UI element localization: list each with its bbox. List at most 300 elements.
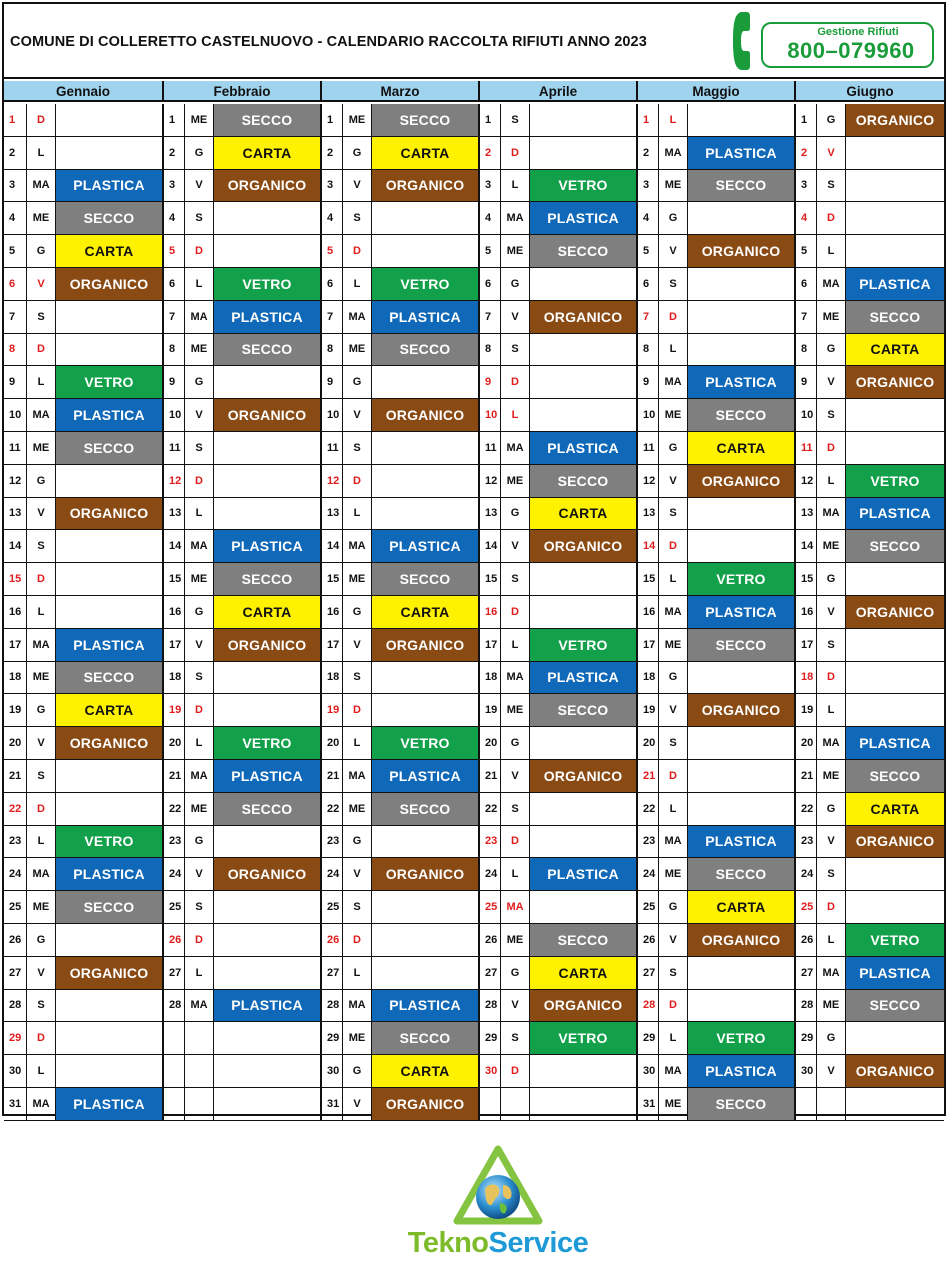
collection-cell: [529, 202, 636, 235]
day-number: 28: [320, 990, 342, 1023]
weekday-abbrev: G: [658, 662, 687, 695]
collection-cell: [529, 793, 636, 826]
waste-type-secco: SECCO: [372, 793, 478, 825]
day-number: 17: [162, 629, 184, 662]
waste-type-carta: CARTA: [56, 694, 162, 726]
day-number: 19: [794, 694, 816, 727]
day-number: 17: [4, 629, 26, 662]
weekday-abbrev: G: [342, 596, 371, 629]
month-header-row: [4, 81, 944, 102]
waste-type-carta: CARTA: [214, 596, 320, 628]
waste-type-secco: SECCO: [56, 662, 162, 694]
day-number: 27: [794, 957, 816, 990]
day-number: 4: [4, 202, 26, 235]
waste-type-plastica: PLASTICA: [846, 268, 944, 300]
waste-type-vetro: VETRO: [530, 629, 636, 661]
collection-cell: [371, 694, 478, 727]
collection-cell: [213, 563, 320, 596]
weekday-abbrev: [184, 1088, 213, 1121]
waste-type-vetro: VETRO: [56, 826, 162, 858]
day-number: 5: [162, 235, 184, 268]
collection-cell: [55, 1022, 162, 1055]
collection-cell: [213, 1022, 320, 1055]
weekday-abbrev: V: [184, 399, 213, 432]
waste-type-vetro: VETRO: [846, 924, 944, 956]
collection-cell: [371, 334, 478, 367]
day-number: 5: [636, 235, 658, 268]
day-number: 18: [320, 662, 342, 695]
weekday-abbrev: G: [184, 826, 213, 859]
waste-type-secco: SECCO: [214, 334, 320, 366]
weekday-abbrev: G: [500, 957, 529, 990]
waste-type-carta: CARTA: [846, 334, 944, 366]
day-number: 4: [320, 202, 342, 235]
day-number: 31: [4, 1088, 26, 1121]
phone-label: Gestione Rifiuti: [817, 26, 899, 38]
weekday-abbrev: L: [500, 399, 529, 432]
collection-cell: [213, 858, 320, 891]
weekday-abbrev: L: [26, 596, 55, 629]
collection-cell: [845, 629, 944, 662]
weekday-abbrev: V: [500, 530, 529, 563]
weekday-abbrev: D: [500, 366, 529, 399]
day-number: 12: [320, 465, 342, 498]
collection-cell: [687, 399, 794, 432]
collection-cell: [529, 235, 636, 268]
day-number: 8: [162, 334, 184, 367]
waste-type-carta: CARTA: [372, 596, 478, 628]
weekday-abbrev: D: [500, 1055, 529, 1088]
waste-type-secco: SECCO: [56, 432, 162, 464]
collection-cell: [55, 957, 162, 990]
waste-type-secco: SECCO: [530, 694, 636, 726]
weekday-abbrev: L: [342, 268, 371, 301]
collection-cell: [371, 990, 478, 1023]
waste-type-plastica: PLASTICA: [846, 498, 944, 530]
waste-type-organico: ORGANICO: [372, 170, 478, 202]
waste-type-secco: SECCO: [688, 629, 794, 661]
collection-cell: [371, 170, 478, 203]
weekday-abbrev: L: [184, 957, 213, 990]
collection-cell: [845, 990, 944, 1023]
weekday-abbrev: S: [816, 399, 845, 432]
weekday-abbrev: L: [184, 268, 213, 301]
day-number: 3: [794, 170, 816, 203]
day-number: 12: [4, 465, 26, 498]
weekday-abbrev: ME: [816, 760, 845, 793]
day-number: 3: [320, 170, 342, 203]
weekday-abbrev: D: [26, 334, 55, 367]
day-number: 27: [4, 957, 26, 990]
day-number: [794, 1088, 816, 1121]
recycling-globe-icon: [453, 1145, 543, 1235]
weekday-abbrev: V: [342, 1088, 371, 1121]
weekday-abbrev: V: [658, 235, 687, 268]
weekday-abbrev: V: [816, 137, 845, 170]
weekday-abbrev: G: [342, 1055, 371, 1088]
collection-cell: [845, 301, 944, 334]
weekday-abbrev: L: [658, 104, 687, 137]
day-number: 3: [478, 170, 500, 203]
collection-cell: [213, 235, 320, 268]
day-number: 18: [162, 662, 184, 695]
day-number: 20: [162, 727, 184, 760]
collection-cell: [371, 432, 478, 465]
collection-cell: [371, 727, 478, 760]
day-number: 31: [320, 1088, 342, 1121]
weekday-abbrev: G: [342, 826, 371, 859]
page-title: COMUNE DI COLLERETTO CASTELNUOVO - CALENDARIO RACCOLTA RIFIUTI ANNO 2023: [10, 34, 647, 50]
waste-type-secco: SECCO: [688, 1088, 794, 1120]
day-number: 25: [478, 891, 500, 924]
day-number: 22: [636, 793, 658, 826]
day-number: 25: [320, 891, 342, 924]
month-header-febbraio: Febbraio: [162, 81, 320, 102]
collection-cell: [213, 137, 320, 170]
day-number: 22: [478, 793, 500, 826]
weekday-abbrev: L: [184, 498, 213, 531]
waste-type-organico: ORGANICO: [688, 924, 794, 956]
weekday-abbrev: G: [500, 498, 529, 531]
day-number: 3: [636, 170, 658, 203]
collection-cell: [529, 268, 636, 301]
day-number: 11: [320, 432, 342, 465]
day-number: 22: [4, 793, 26, 826]
weekday-abbrev: D: [500, 596, 529, 629]
day-number: 6: [4, 268, 26, 301]
weekday-abbrev: ME: [26, 202, 55, 235]
day-number: 21: [794, 760, 816, 793]
waste-type-organico: ORGANICO: [372, 1088, 478, 1120]
weekday-abbrev: MA: [658, 1055, 687, 1088]
collection-cell: [371, 629, 478, 662]
waste-type-plastica: PLASTICA: [846, 957, 944, 989]
day-number: 23: [794, 826, 816, 859]
waste-type-secco: SECCO: [530, 465, 636, 497]
waste-type-secco: SECCO: [214, 104, 320, 136]
collection-cell: [55, 137, 162, 170]
collection-cell: [213, 957, 320, 990]
day-number: 20: [4, 727, 26, 760]
day-number: 2: [794, 137, 816, 170]
weekday-abbrev: [816, 1088, 845, 1121]
day-number: 25: [794, 891, 816, 924]
collection-cell: [529, 104, 636, 137]
day-number: 21: [478, 760, 500, 793]
collection-cell: [529, 858, 636, 891]
day-number: 6: [320, 268, 342, 301]
collection-cell: [845, 924, 944, 957]
day-number: 6: [162, 268, 184, 301]
day-number: 3: [162, 170, 184, 203]
collection-cell: [845, 1055, 944, 1088]
day-number: 15: [636, 563, 658, 596]
weekday-abbrev: MA: [342, 990, 371, 1023]
weekday-abbrev: ME: [342, 563, 371, 596]
day-number: 19: [320, 694, 342, 727]
day-number: 15: [162, 563, 184, 596]
collection-cell: [55, 891, 162, 924]
day-number: 18: [636, 662, 658, 695]
waste-type-vetro: VETRO: [372, 727, 478, 759]
collection-cell: [371, 301, 478, 334]
day-number: 4: [794, 202, 816, 235]
collection-cell: [371, 826, 478, 859]
collection-cell: [371, 137, 478, 170]
collection-cell: [529, 399, 636, 432]
waste-type-carta: CARTA: [688, 891, 794, 923]
collection-cell: [529, 137, 636, 170]
day-number: 24: [478, 858, 500, 891]
waste-type-carta: CARTA: [530, 498, 636, 530]
weekday-abbrev: G: [816, 334, 845, 367]
weekday-abbrev: D: [184, 235, 213, 268]
collection-cell: [529, 924, 636, 957]
weekday-abbrev: S: [500, 334, 529, 367]
weekday-abbrev: S: [26, 530, 55, 563]
collection-cell: [213, 760, 320, 793]
day-number: 17: [320, 629, 342, 662]
weekday-abbrev: MA: [500, 891, 529, 924]
weekday-abbrev: L: [342, 498, 371, 531]
waste-type-secco: SECCO: [214, 563, 320, 595]
collection-cell: [687, 1022, 794, 1055]
weekday-abbrev: D: [816, 662, 845, 695]
waste-type-vetro: VETRO: [846, 465, 944, 497]
collection-cell: [213, 301, 320, 334]
weekday-abbrev: MA: [816, 957, 845, 990]
day-number: 10: [320, 399, 342, 432]
weekday-abbrev: [184, 1055, 213, 1088]
day-number: 7: [162, 301, 184, 334]
collection-cell: [687, 334, 794, 367]
waste-type-carta: CARTA: [688, 432, 794, 464]
day-number: 2: [4, 137, 26, 170]
collection-cell: [371, 268, 478, 301]
day-number: 24: [320, 858, 342, 891]
day-number: 7: [794, 301, 816, 334]
weekday-abbrev: L: [26, 137, 55, 170]
day-number: 3: [4, 170, 26, 203]
day-number: 20: [478, 727, 500, 760]
day-number: 11: [162, 432, 184, 465]
day-number: 27: [478, 957, 500, 990]
day-number: 2: [162, 137, 184, 170]
weekday-abbrev: MA: [184, 990, 213, 1023]
weekday-abbrev: ME: [26, 891, 55, 924]
waste-type-secco: SECCO: [214, 793, 320, 825]
collection-cell: [371, 793, 478, 826]
weekday-abbrev: V: [816, 1055, 845, 1088]
weekday-abbrev: ME: [500, 694, 529, 727]
collection-cell: [687, 137, 794, 170]
weekday-abbrev: S: [816, 629, 845, 662]
collection-cell: [529, 760, 636, 793]
weekday-abbrev: ME: [184, 793, 213, 826]
logo-wordmark: [388, 1227, 608, 1260]
day-number: [162, 1055, 184, 1088]
waste-type-plastica: PLASTICA: [372, 530, 478, 562]
weekday-abbrev: MA: [658, 137, 687, 170]
weekday-abbrev: S: [500, 104, 529, 137]
day-number: 24: [794, 858, 816, 891]
collection-cell: [213, 793, 320, 826]
weekday-abbrev: MA: [816, 727, 845, 760]
day-number: 9: [320, 366, 342, 399]
day-number: 14: [320, 530, 342, 563]
collection-cell: [371, 596, 478, 629]
day-number: 29: [478, 1022, 500, 1055]
weekday-abbrev: D: [184, 694, 213, 727]
weekday-abbrev: L: [26, 366, 55, 399]
collection-cell: [371, 399, 478, 432]
weekday-abbrev: MA: [184, 530, 213, 563]
collection-cell: [371, 366, 478, 399]
weekday-abbrev: V: [816, 596, 845, 629]
weekday-abbrev: D: [816, 202, 845, 235]
collection-cell: [687, 301, 794, 334]
weekday-abbrev: V: [342, 858, 371, 891]
day-number: 24: [162, 858, 184, 891]
weekday-abbrev: D: [184, 924, 213, 957]
weekday-abbrev: V: [658, 924, 687, 957]
weekday-abbrev: L: [816, 465, 845, 498]
collection-cell: [529, 891, 636, 924]
weekday-abbrev: S: [26, 990, 55, 1023]
day-number: 26: [162, 924, 184, 957]
waste-type-plastica: PLASTICA: [56, 858, 162, 890]
weekday-abbrev: G: [500, 727, 529, 760]
weekday-abbrev: MA: [184, 301, 213, 334]
collection-cell: [529, 530, 636, 563]
day-number: 20: [320, 727, 342, 760]
collection-cell: [55, 1055, 162, 1088]
waste-type-plastica: PLASTICA: [688, 366, 794, 398]
collection-cell: [845, 826, 944, 859]
waste-type-secco: SECCO: [530, 235, 636, 267]
waste-type-organico: ORGANICO: [214, 399, 320, 431]
waste-type-plastica: PLASTICA: [372, 990, 478, 1022]
day-number: 31: [636, 1088, 658, 1121]
weekday-abbrev: V: [500, 990, 529, 1023]
day-number: 13: [162, 498, 184, 531]
collection-cell: [55, 694, 162, 727]
month-header-maggio: Maggio: [636, 81, 794, 102]
collection-cell: [687, 596, 794, 629]
collection-cell: [213, 104, 320, 137]
weekday-abbrev: L: [184, 727, 213, 760]
collection-cell: [213, 170, 320, 203]
weekday-abbrev: S: [500, 793, 529, 826]
weekday-abbrev: D: [658, 301, 687, 334]
weekday-abbrev: D: [500, 826, 529, 859]
weekday-abbrev: G: [342, 137, 371, 170]
waste-type-plastica: PLASTICA: [56, 170, 162, 202]
collection-cell: [529, 1022, 636, 1055]
weekday-abbrev: G: [184, 366, 213, 399]
weekday-abbrev: D: [342, 694, 371, 727]
collection-cell: [845, 596, 944, 629]
weekday-abbrev: S: [26, 301, 55, 334]
collection-cell: [687, 563, 794, 596]
weekday-abbrev: D: [342, 235, 371, 268]
collection-cell: [55, 235, 162, 268]
day-number: 30: [320, 1055, 342, 1088]
weekday-abbrev: D: [26, 563, 55, 596]
day-number: 10: [162, 399, 184, 432]
day-number: 28: [794, 990, 816, 1023]
weekday-abbrev: MA: [184, 760, 213, 793]
collection-cell: [371, 1088, 478, 1121]
weekday-abbrev: L: [658, 334, 687, 367]
weekday-abbrev: MA: [500, 432, 529, 465]
weekday-abbrev: ME: [816, 990, 845, 1023]
collection-cell: [213, 399, 320, 432]
weekday-abbrev: S: [658, 727, 687, 760]
weekday-abbrev: V: [26, 498, 55, 531]
collection-cell: [529, 563, 636, 596]
waste-type-carta: CARTA: [530, 957, 636, 989]
collection-cell: [687, 629, 794, 662]
waste-type-carta: CARTA: [372, 1055, 478, 1087]
collection-cell: [845, 498, 944, 531]
collection-cell: [845, 957, 944, 990]
weekday-abbrev: G: [342, 366, 371, 399]
weekday-abbrev: ME: [342, 104, 371, 137]
collection-cell: [687, 366, 794, 399]
weekday-abbrev: D: [342, 924, 371, 957]
waste-type-secco: SECCO: [846, 530, 944, 562]
weekday-abbrev: ME: [658, 858, 687, 891]
day-number: 17: [636, 629, 658, 662]
collection-cell: [371, 235, 478, 268]
waste-type-plastica: PLASTICA: [530, 858, 636, 890]
telephone-handset-icon: [733, 10, 767, 72]
waste-type-vetro: VETRO: [372, 268, 478, 300]
day-number: 21: [4, 760, 26, 793]
day-number: 12: [162, 465, 184, 498]
weekday-abbrev: D: [816, 432, 845, 465]
weekday-abbrev: MA: [658, 826, 687, 859]
day-number: 6: [478, 268, 500, 301]
collection-cell: [529, 694, 636, 727]
day-number: 29: [636, 1022, 658, 1055]
weekday-abbrev: D: [658, 760, 687, 793]
weekday-abbrev: G: [26, 235, 55, 268]
day-number: 22: [320, 793, 342, 826]
day-number: 9: [794, 366, 816, 399]
day-number: 10: [794, 399, 816, 432]
weekday-abbrev: ME: [26, 432, 55, 465]
day-number: 29: [794, 1022, 816, 1055]
weekday-abbrev: ME: [658, 170, 687, 203]
waste-type-secco: SECCO: [372, 104, 478, 136]
weekday-abbrev: D: [26, 1022, 55, 1055]
tekno-service-logo: [388, 1145, 608, 1263]
weekday-abbrev: D: [500, 137, 529, 170]
day-number: 4: [162, 202, 184, 235]
weekday-abbrev: [184, 1022, 213, 1055]
day-number: 29: [4, 1022, 26, 1055]
collection-cell: [845, 432, 944, 465]
day-number: 19: [162, 694, 184, 727]
collection-cell: [213, 727, 320, 760]
collection-cell: [371, 924, 478, 957]
collection-cell: [55, 104, 162, 137]
collection-cell: [687, 891, 794, 924]
collection-cell: [213, 662, 320, 695]
weekday-abbrev: V: [184, 858, 213, 891]
